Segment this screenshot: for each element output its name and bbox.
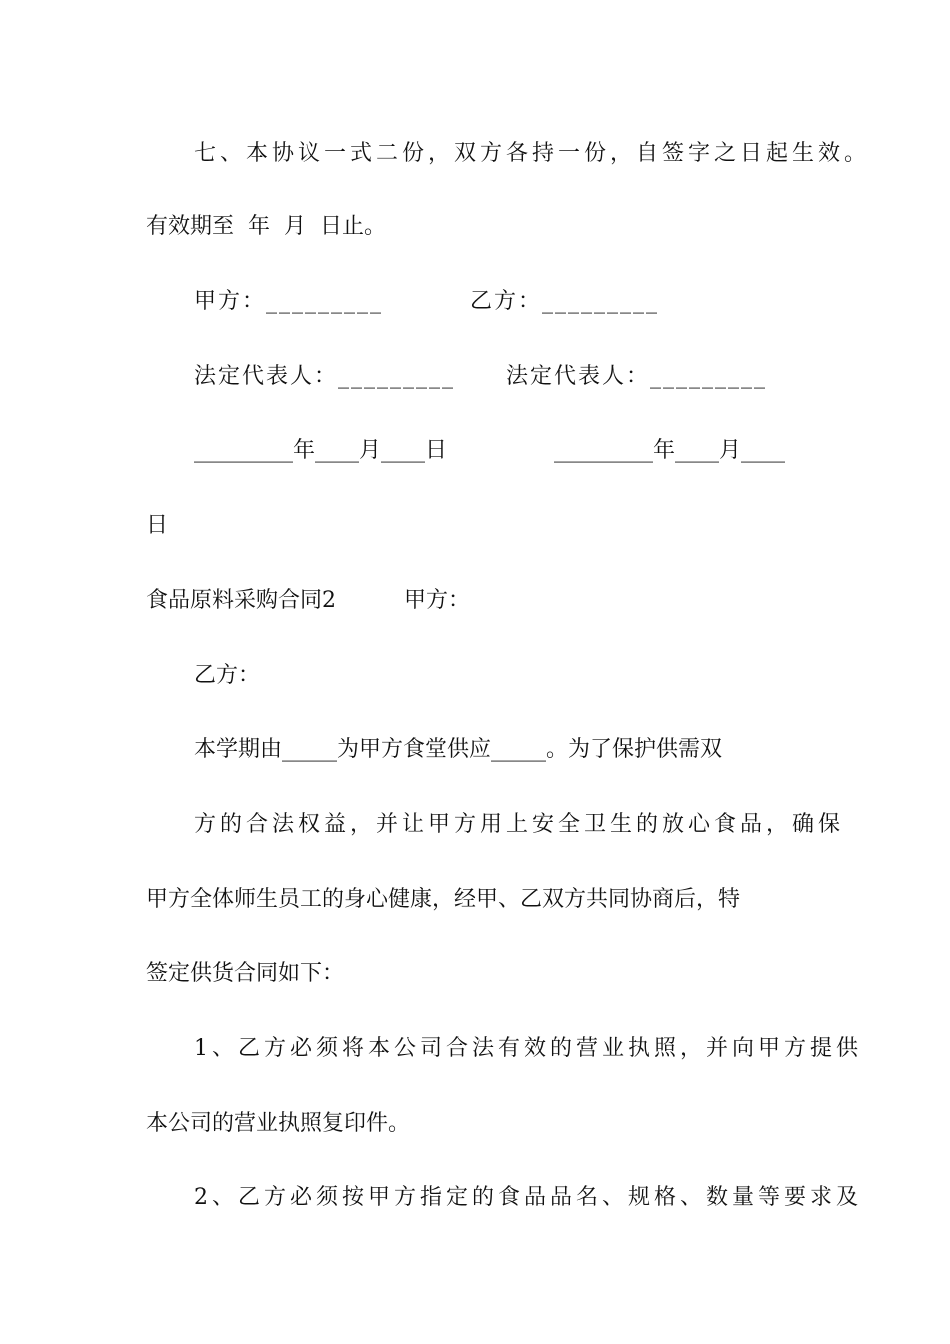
- clause-1-line-1: 1、乙方必须将本公司合法有效的营业执照，并向甲方提供: [194, 1036, 862, 1061]
- party-a-signature: 甲方：_________: [194, 289, 384, 314]
- party-a-representative: 法定代表人：_________: [194, 364, 456, 389]
- clause-1-line-2: 本公司的营业执照复印件。: [146, 1111, 411, 1136]
- contract-title: 食品原料采购合同2: [146, 588, 336, 613]
- paragraph-line-2: 方的合法权益，并让甲方用上安全卫生的放心食品，确保: [194, 812, 845, 837]
- clause-7-line-2: 有效期至 年 月 日止。: [146, 214, 386, 239]
- party-b-date-day: 日: [146, 513, 169, 538]
- party-b-representative: 法定代表人：_________: [506, 364, 768, 389]
- paragraph-line-4: 签定供货合同如下：: [146, 961, 345, 986]
- paragraph-line-3: 甲方全体师生员工的身心健康，经甲、乙双方共同协商后，特: [146, 887, 741, 912]
- contract-party-a: 甲方：: [404, 588, 471, 613]
- contract-party-b: 乙方：: [194, 663, 261, 688]
- clause-2-line-1: 2、乙方必须按甲方指定的食品品名、规格、数量等要求及: [194, 1185, 862, 1210]
- party-b-signature: 乙方：_________: [470, 289, 660, 314]
- paragraph-line-1: 本学期由_____为甲方食堂供应_____。为了保护供需双: [194, 737, 723, 762]
- party-b-date: _________年____月____: [554, 438, 786, 463]
- party-a-date: _________年____月____日: [194, 438, 448, 463]
- clause-7-line-1: 七、本协议一式二份，双方各持一份，自签字之日起生效。: [194, 141, 871, 166]
